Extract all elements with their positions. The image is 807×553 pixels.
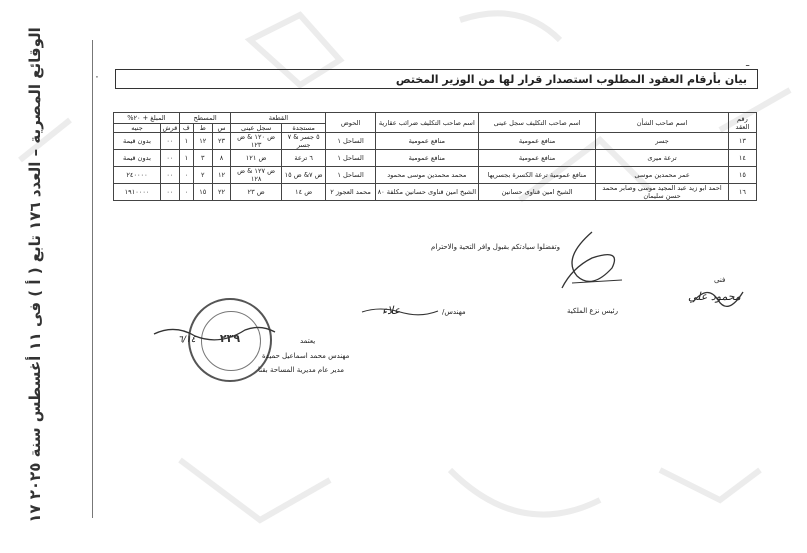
tech-signature: محمود علي	[688, 290, 741, 303]
header-owner: اسم صاحب الشأن	[596, 113, 729, 133]
cell-parcel-eyni: ض ١٢٧ & ض ١٢٨	[231, 167, 281, 184]
table-row	[114, 133, 757, 150]
cell-parcel-new: ض ٧& ض ١٥	[281, 167, 326, 184]
subheader-pound: جنيه	[114, 124, 161, 133]
cell-basin: الساحل ١	[326, 133, 375, 150]
cell-owner: ترعة ميرى	[596, 150, 729, 167]
engineer-signature: علاء	[382, 304, 401, 317]
tech-label: فنى	[714, 276, 726, 284]
header-amount: المبلغ + ٢٠%	[114, 113, 180, 124]
cell-pound: بدون قيمة	[114, 150, 161, 167]
cell-s: ٨	[212, 150, 231, 167]
cell-owner: احمد ابو زيد عبد المجيد موسى وصابر محمد حسن سليمان	[596, 184, 729, 201]
cell-eyni: الشيخ امين قناوى حسانين	[478, 184, 595, 201]
cell-eyni: منافع عمومية ترعة الكسرة بجسريها	[478, 167, 595, 184]
cell-basin: الساحل ١	[326, 150, 375, 167]
table-row	[114, 167, 757, 184]
subheader-area-t: ط	[193, 124, 212, 133]
cell-no: ١٥	[728, 167, 756, 184]
cell-parcel-eyni: ض ١٢٠ & ض ١٢٣	[231, 133, 281, 150]
header-taklif-aqari: اسم صاحب التكليف ضرائب عقارية	[375, 113, 478, 133]
cell-pound: ٢٤٠٠٠٠	[114, 167, 161, 184]
cell-owner: جسر	[596, 133, 729, 150]
approved-label: يعتمد	[300, 337, 316, 345]
table-row	[114, 184, 757, 201]
seal-number: ٢٣٩	[219, 332, 241, 345]
gazette-title: الوقائع المصرية – العدد ١٧٦ تابع ( أ ) فى ١١ أغسطس سنة ٢٠٢٥ ١٧	[26, 27, 45, 523]
cell-qirsh: ٠٠	[161, 167, 180, 184]
table-row	[114, 150, 757, 167]
cell-qirsh: ٠٠	[161, 184, 180, 201]
header-basin: الحوض	[326, 113, 375, 133]
cell-f: ٠	[179, 167, 193, 184]
subheader-parcel-new: مستجدة	[281, 124, 326, 133]
cell-qirsh: ٠٠	[161, 150, 180, 167]
cell-no: ١٣	[728, 133, 756, 150]
subheader-area-s: س	[212, 124, 231, 133]
closing-line: وتفضلوا سيادتكم بقبول وافر التحية والاحترام	[431, 243, 560, 251]
cell-t: ٢	[193, 167, 212, 184]
cell-no: ١٦	[728, 184, 756, 201]
cell-pound: بدون قيمة	[114, 133, 161, 150]
cell-t: ١٢	[193, 133, 212, 150]
cell-parcel-eyni: ض ١٢١	[231, 150, 281, 167]
cell-basin: الساحل ١	[326, 167, 375, 184]
tech-signature-stroke	[688, 282, 748, 312]
margin-rule	[92, 40, 93, 518]
cell-no: ١٤	[728, 150, 756, 167]
subheader-parcel-eyni: سجل عينى	[231, 124, 281, 133]
header-area: المسطح	[179, 113, 231, 124]
header-taklif-eyni: اسم صاحب التكليف سجل عينى	[478, 113, 595, 133]
cell-eyni: منافع عمومية	[478, 133, 595, 150]
director-name: مهندس محمد اسماعيل حميدة	[262, 352, 350, 360]
head-signature	[552, 228, 632, 298]
cell-s: ١٢	[212, 167, 231, 184]
subheader-area-f: ف	[179, 124, 193, 133]
cell-basin: محمد العجوز ٢	[326, 184, 375, 201]
header-parcel: القطعة	[231, 113, 326, 124]
subheader-qirsh: قرش	[162, 124, 178, 132]
cell-f: ١	[179, 133, 193, 150]
engineer-signature-stroke	[360, 304, 440, 318]
cell-t: ١٥	[193, 184, 212, 201]
date-scrawl: ٦/١٤	[178, 335, 196, 345]
cell-owner: عمر محمدين موسى	[596, 167, 729, 184]
cell-parcel-new: ٦ ترعة	[281, 150, 326, 167]
cell-t: ٣	[193, 150, 212, 167]
cell-s: ٢٢	[212, 184, 231, 201]
cell-f: ١	[179, 150, 193, 167]
page-mark: ٠	[94, 70, 100, 83]
contracts-table	[113, 112, 757, 201]
cell-parcel-eyni: ض ٢٣	[231, 184, 281, 201]
director-title: مدير عام مديرية المساحة بقنا	[258, 366, 345, 374]
cell-aqari: منافع عمومية	[375, 150, 478, 167]
engineer-label: مهندس/	[442, 308, 466, 316]
cell-aqari: منافع عمومية	[375, 133, 478, 150]
cell-aqari: محمد محمدين موسى محمود	[375, 167, 478, 184]
cell-s: ٢٣	[212, 133, 231, 150]
side-page-title	[18, 27, 52, 523]
director-signature	[150, 320, 280, 350]
cell-pound: ١٩١٠٠٠٠	[114, 184, 161, 201]
header-contract-no: رقم العقد	[728, 113, 756, 133]
document-heading: بيان بأرقام العقود المطلوب استصدار قرار لها من الوزير المختص	[115, 69, 758, 89]
cell-f: ٠	[179, 184, 193, 201]
cell-qirsh: ٠٠	[161, 133, 180, 150]
header-tick: ـ	[746, 56, 750, 69]
head-label: رئيس نزع الملكية	[567, 307, 618, 315]
cell-parcel-new: ض ١٤	[281, 184, 326, 201]
cell-eyni: منافع عمومية	[478, 150, 595, 167]
cell-aqari: الشيخ امين قناوى حسانين مكلفة ٨٠	[375, 184, 478, 201]
cell-parcel-new: ٥ جسر & ٧ جسر	[281, 133, 326, 150]
